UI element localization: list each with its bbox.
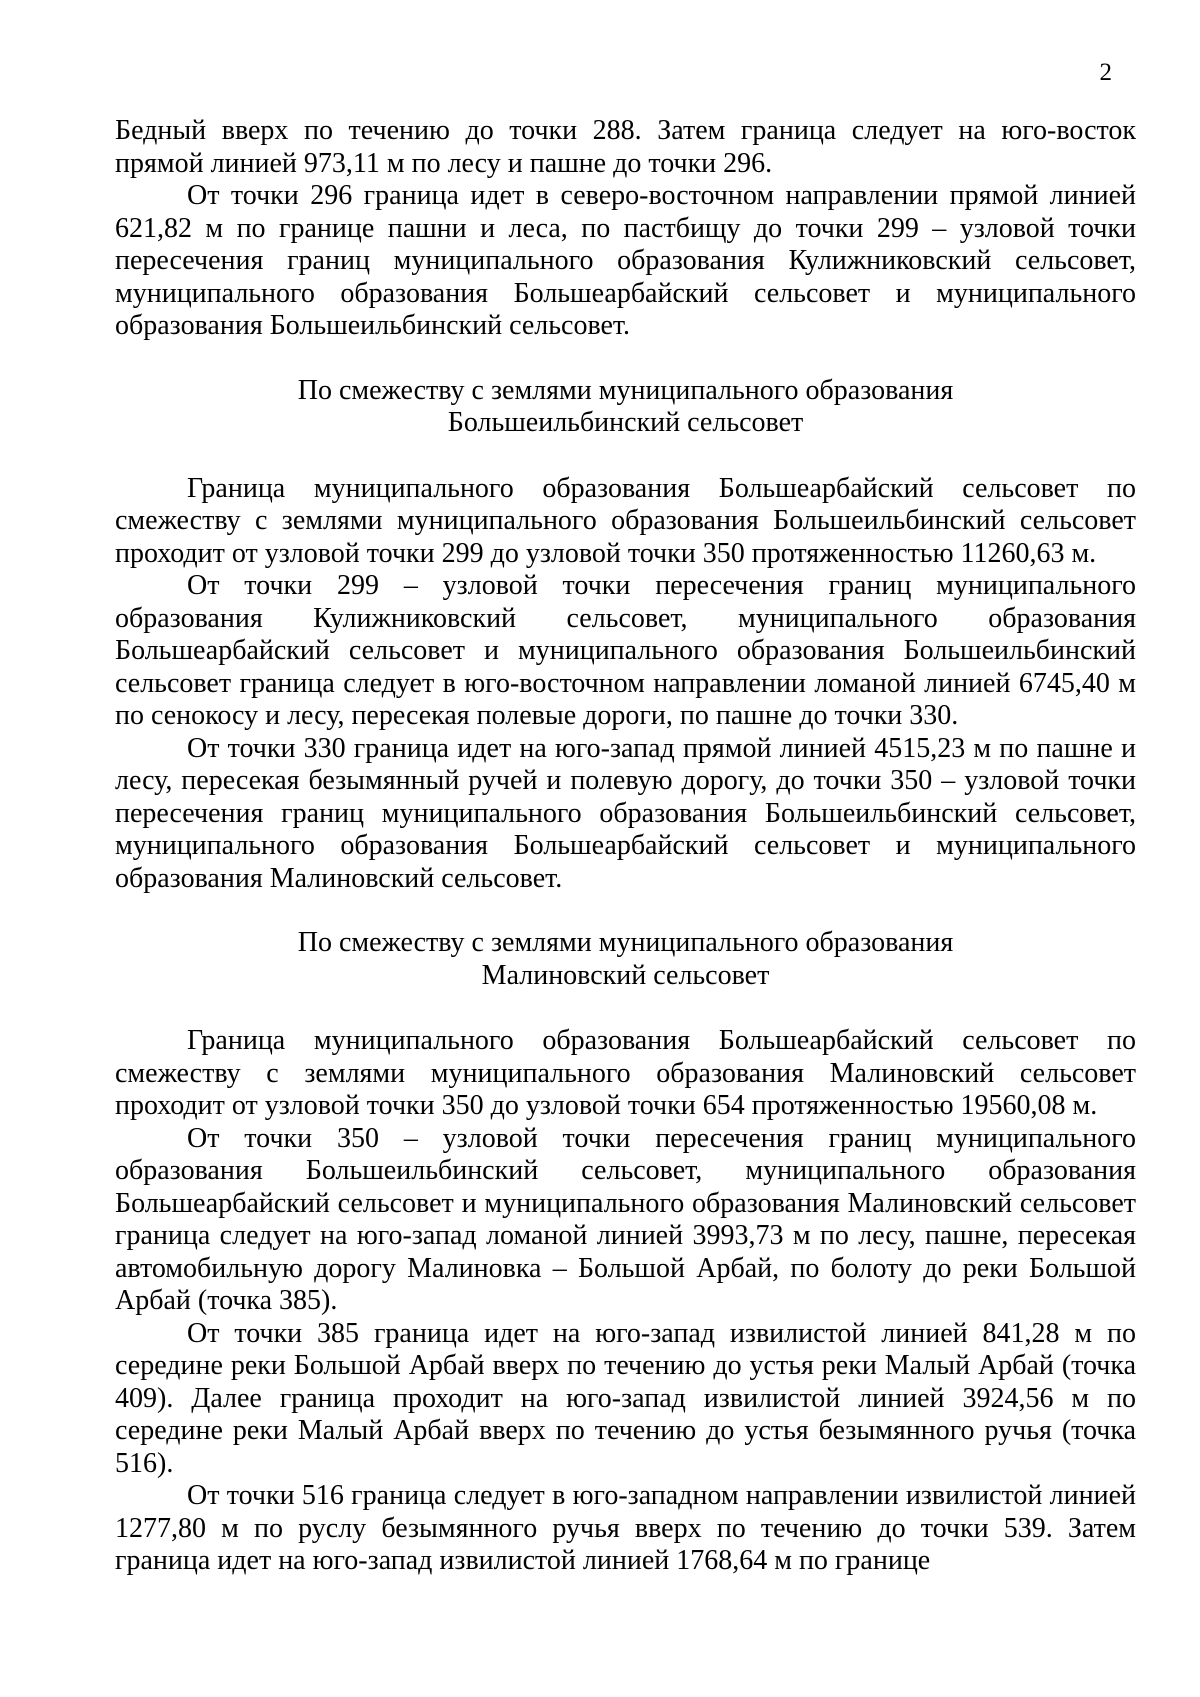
paragraph: От точки 299 – узловой точки пересечения границ муниципального образования Кулижниковский сельсовет, муниципального образования Большеарбайский сельсовет и муниципального образования Большеильбинский сельсовет граница следует в юго-восточном направлении ломаной линией 6745,40 м по сенокосу и лесу, пересекая полевые дороги, по пашне до точки 330. xyxy=(115,570,1136,731)
document-body xyxy=(115,115,1136,1578)
paragraph: От точки 296 граница идет в северо-восточном направлении прямой линией 621,82 м по границе пашни и леса, по пастбищу до точки 299 – узловой точки пересечения границ муниципального образования Кулижниковский сельсовет, муниципального образования Большеарбайский сельсовет и муниципального образования Большеильбинский сельсовет. xyxy=(115,180,1136,341)
heading-line: Большеильбинский сельсовет xyxy=(447,407,804,438)
page-number: 2 xyxy=(1099,59,1112,86)
paragraph: От точки 516 граница следует в юго-западном направлении извилистой линией 1277,80 м по руслу безымянного ручья вверх по течению до точки 539. Затем граница идет на юго-запад извилистой линией 1768,64 м по границе xyxy=(115,1480,1136,1576)
paragraph: От точки 385 граница идет на юго-запад извилистой линией 841,28 м по середине реки Большой Арбай вверх по течению до устья реки Малый Арбай (точка 409). Далее граница проходит на юго-запад извилистой линией 3924,56 м по середине реки Малый Арбай вверх по течению до устья безымянного ручья (точка 516). xyxy=(115,1317,1136,1479)
section-heading-bolsheilbinsky xyxy=(115,375,1136,440)
paragraph-continuation: Бедный вверх по течению до точки 288. Затем граница следует на юго-восток прямой линией 973,11 м по лесу и пашне до точки 296. xyxy=(115,115,1136,179)
section-heading-malinovsky xyxy=(115,927,1136,992)
heading-line: По смежеству с землями муниципального образования xyxy=(297,374,954,406)
paragraph: От точки 350 – узловой точки пересечения границ муниципального образования Большеильбинский сельсовет, муниципального образования Большеарбайский сельсовет и муниципального образования Малиновский сельсовет граница следует на юго-запад ломаной линией 3993,73 м по лесу, пашне, пересекая автомобильную дорогу Малиновка – Большой Арбай, по болоту до реки Большой Арбай (точка 385). xyxy=(115,1122,1136,1316)
heading-line: Малиновский сельсовет xyxy=(481,959,770,991)
heading-line: По смежеству с землями муниципального образования xyxy=(297,927,954,958)
paragraph: Граница муниципального образования Большеарбайский сельсовет по смежеству с землями муниципального образования Малиновский сельсовет проходит от узловой точки 350 до узловой точки 654 протяженностью 19560,08 м. xyxy=(115,1025,1136,1121)
paragraph: Граница муниципального образования Большеарбайский сельсовет по смежеству с землями муниципального образования Большеильбинский сельсовет проходит от узловой точки 299 до узловой точки 350 протяженностью 11260,63 м. xyxy=(115,472,1136,569)
paragraph: От точки 330 граница идет на юго-запад прямой линией 4515,23 м по пашне и лесу, пересекая безымянный ручей и полевую дорогу, до точки 350 – узловой точки пересечения границ муниципального образования Большеильбинский сельсовет, муниципального образования Большеарбайский сельсовет и муниципального образования Малиновский сельсовет. xyxy=(115,732,1136,894)
